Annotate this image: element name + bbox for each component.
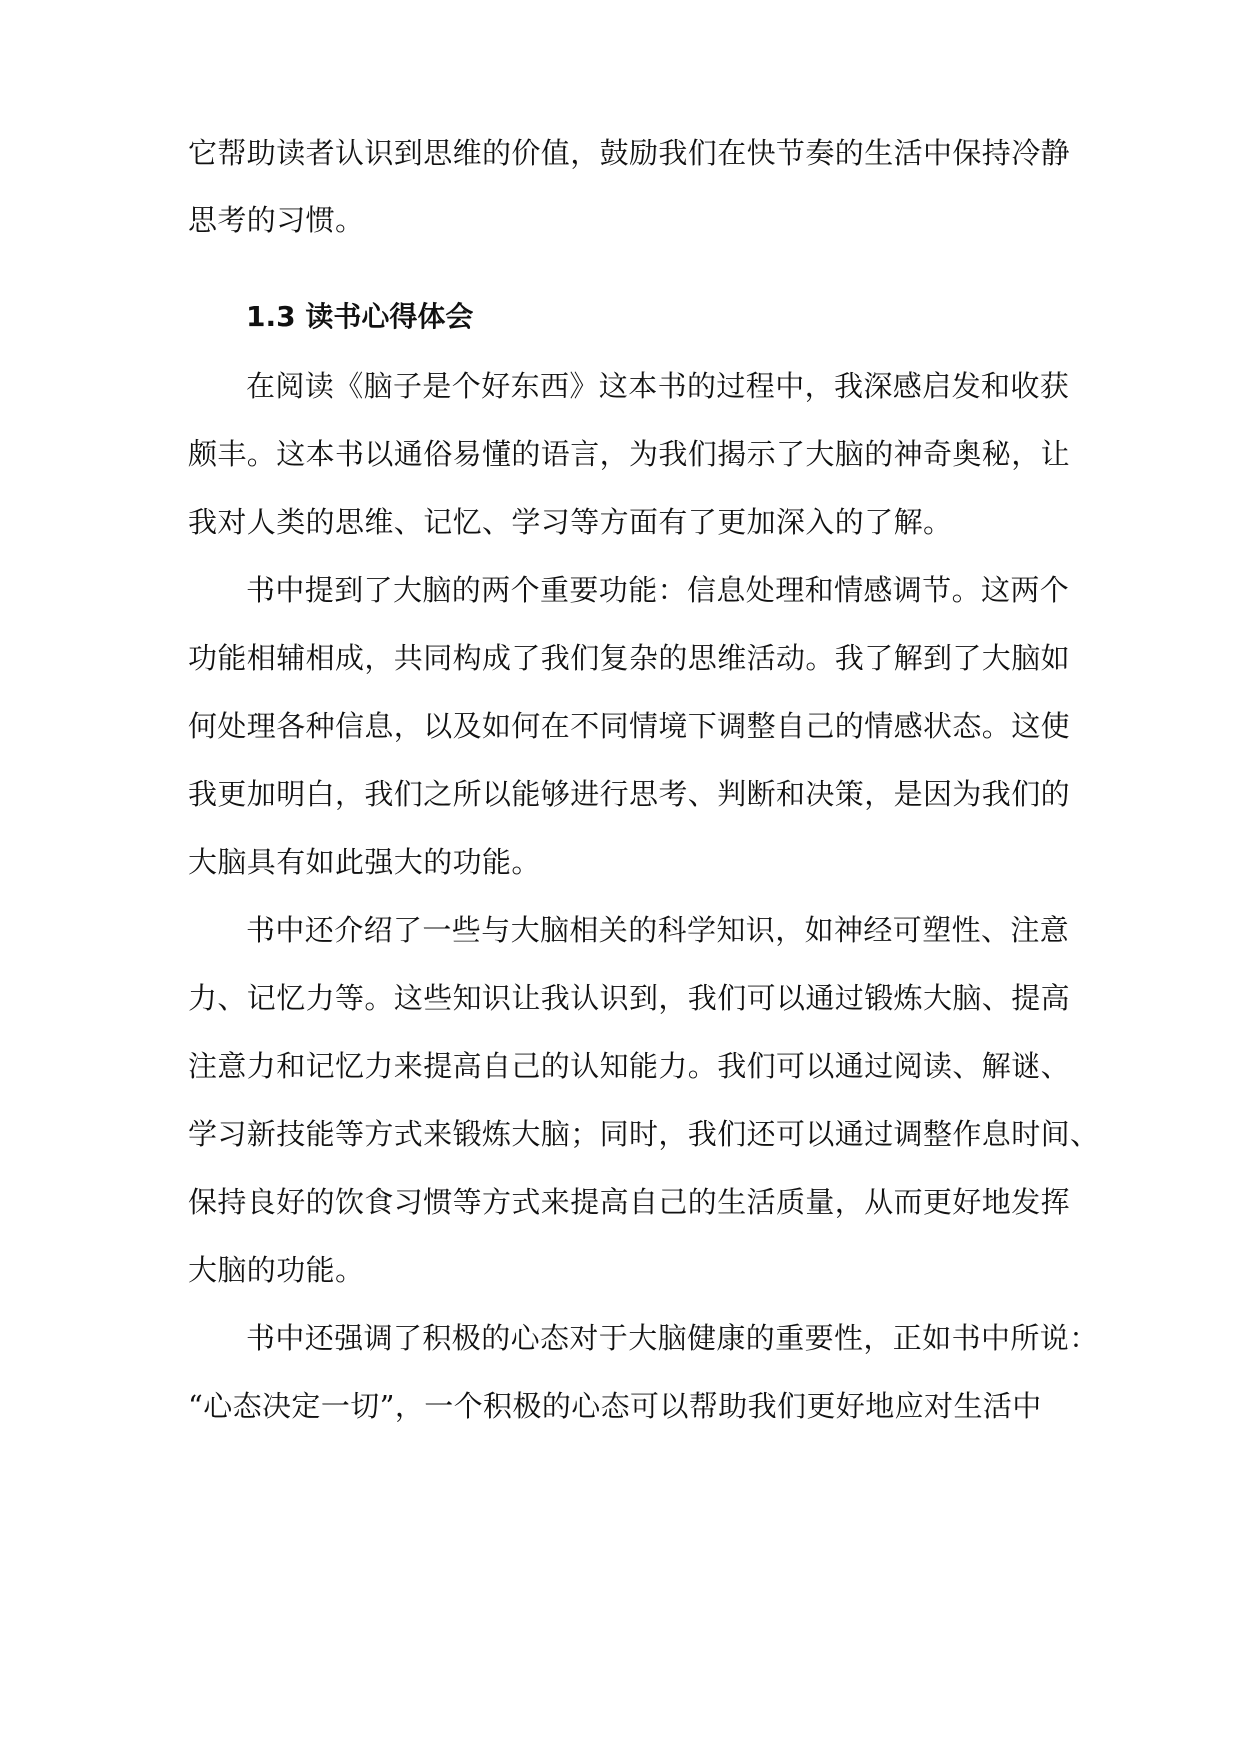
paragraph-1-line-2: 颇丰。这本书以通俗易懂的语言，为我们揭示了大脑的神奇奥秘，让	[188, 437, 1071, 471]
paragraph-4-line-1: 书中还强调了积极的心态对于大脑健康的重要性，正如书中所说：	[246, 1321, 1099, 1355]
paragraph-3-line-1: 书中还介绍了一些与大脑相关的科学知识，如神经可塑性、注意	[246, 913, 1070, 947]
paragraph-1-line-1: 在阅读《脑子是个好东西》这本书的过程中，我深感启发和收获	[246, 369, 1070, 403]
paragraph-3-line-3: 注意力和记忆力来提高自己的认知能力。我们可以通过阅读、解谜、	[188, 1049, 1071, 1083]
paragraph-3-line-5: 保持良好的饮食习惯等方式来提高自己的生活质量，从而更好地发挥	[188, 1185, 1071, 1219]
paragraph-2-line-4: 我更加明白，我们之所以能够进行思考、判断和决策，是因为我们的	[188, 777, 1071, 811]
paragraph-2-line-3: 何处理各种信息，以及如何在不同情境下调整自己的情感状态。这使	[188, 709, 1071, 743]
paragraph-3-line-2: 力、记忆力等。这些知识让我认识到，我们可以通过锻炼大脑、提高	[188, 981, 1071, 1015]
paragraph-3-line-6: 大脑的功能。	[188, 1253, 365, 1287]
paragraph-3-line-4: 学习新技能等方式来锻炼大脑；同时，我们还可以通过调整作息时间、	[188, 1117, 1100, 1151]
intro-line-1: 它帮助读者认识到思维的价值，鼓励我们在快节奏的生活中保持冷静	[188, 136, 1071, 170]
paragraph-4-line-2: “心态决定一切”，一个积极的心态可以帮助我们更好地应对生活中	[188, 1389, 1042, 1423]
section-heading: 1.3 读书心得体会	[246, 300, 474, 333]
paragraph-2-line-5: 大脑具有如此强大的功能。	[188, 845, 541, 879]
paragraph-1-line-3: 我对人类的思维、记忆、学习等方面有了更加深入的了解。	[188, 505, 953, 539]
paragraph-2-line-2: 功能相辅相成，共同构成了我们复杂的思维活动。我了解到了大脑如	[188, 641, 1071, 675]
paragraph-2-line-1: 书中提到了大脑的两个重要功能：信息处理和情感调节。这两个	[246, 573, 1070, 607]
intro-line-2: 思考的习惯。	[188, 203, 365, 237]
